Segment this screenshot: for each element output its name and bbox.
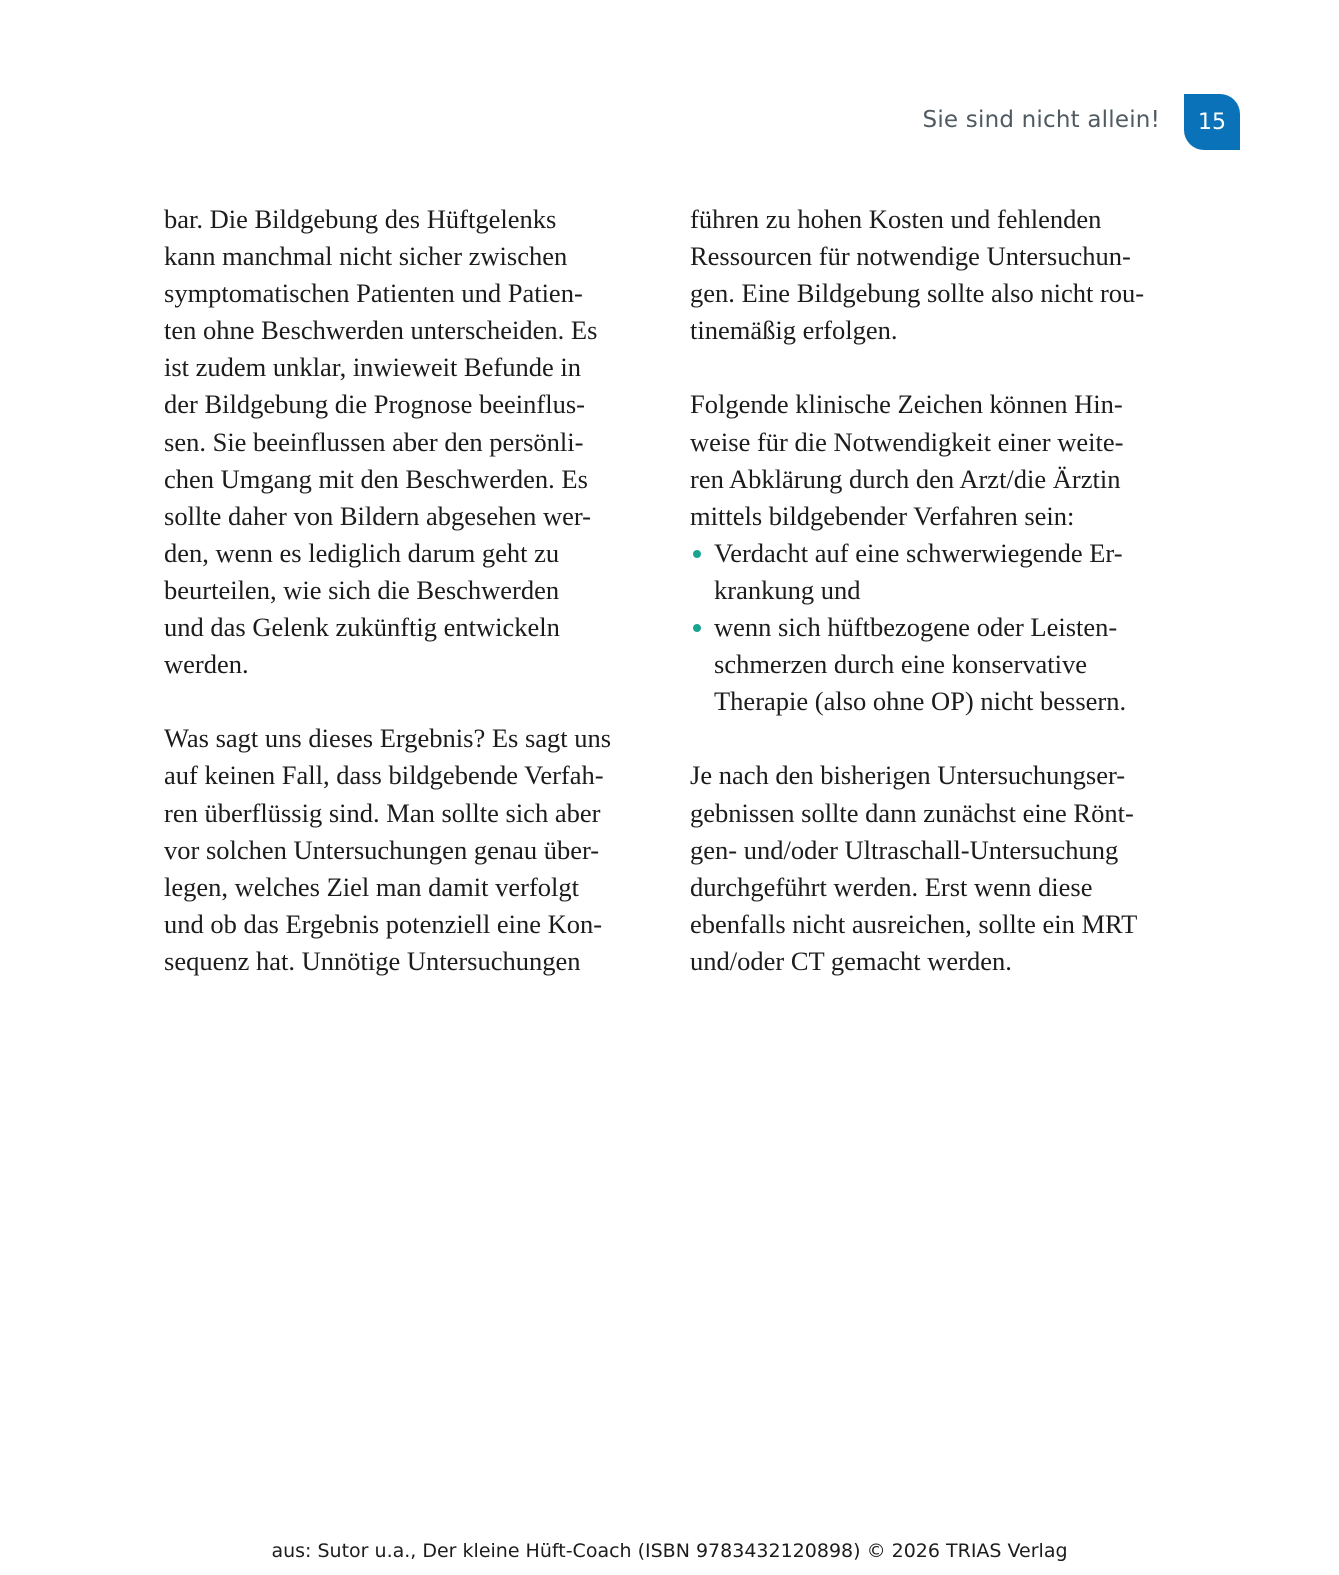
text-line: Verdacht auf eine schwerwiegende Er- <box>714 537 1123 568</box>
footer-source-line: aus: Sutor u.a., Der kleine Hüft-Coach (ISBN 9783432120898) © 2026 TRIAS Verlag <box>271 1540 1068 1562</box>
clinical-signs-list <box>690 535 1170 720</box>
paragraph-imaging-prognosis <box>164 201 644 683</box>
paragraph-clinical-signs <box>690 386 1170 534</box>
bullet-dot-icon <box>693 624 701 632</box>
text-line: der Bildgebung die Prognose beeinflus- <box>164 389 585 420</box>
clinical-signs-block <box>690 386 1170 720</box>
left-column <box>164 201 644 1017</box>
text-line: legen, welches Ziel man damit verfolgt <box>164 871 580 902</box>
right-column <box>690 201 1170 1017</box>
text-line: ren Abklärung durch den Arzt/die Ärztin <box>690 463 1121 494</box>
text-line: werden. <box>164 649 249 680</box>
text-line: mittels bildgebender Verfahren sein: <box>690 500 1075 531</box>
text-line: ebenfalls nicht ausreichen, sollte ein MRT <box>690 908 1138 939</box>
running-head: Sie sind nicht allein! <box>922 107 1160 133</box>
text-line: führen zu hohen Kosten und fehlenden <box>690 204 1102 234</box>
text-line: Folgende klinische Zeichen können Hin- <box>690 389 1123 420</box>
text-line: gen- und/oder Ultraschall-Untersuchung <box>690 834 1119 865</box>
bullet-dot-icon <box>693 550 701 558</box>
text-line: und das Gelenk zukünftig entwickeln <box>164 612 560 643</box>
text-line: weise für die Notwendigkeit einer weite- <box>690 426 1124 457</box>
text-line: symptomatischen Patienten und Patien- <box>164 278 583 309</box>
text-line: und/oder CT gemacht werden. <box>690 945 1012 976</box>
text-line: krankung und <box>714 574 861 605</box>
text-line: vor solchen Untersuchungen genau über- <box>164 834 600 865</box>
paragraph-next-steps <box>690 757 1170 980</box>
text-line: Je nach den bisherigen Untersuchungser- <box>690 760 1126 791</box>
text-line: sen. Sie beeinflussen aber den persönli- <box>164 426 584 457</box>
list-item <box>690 609 1170 720</box>
list-item <box>690 535 1170 609</box>
text-line: durchgeführt werden. Erst wenn diese <box>690 871 1093 902</box>
text-line: schmerzen durch eine konservative <box>714 649 1088 680</box>
text-line: und ob das Ergebnis potenziell eine Kon- <box>164 908 603 939</box>
text-line: bar. Die Bildgebung des Hüftgelenks <box>164 204 557 234</box>
text-line: Ressourcen für notwendige Untersuchun- <box>690 241 1131 272</box>
text-line: kann manchmal nicht sicher zwischen <box>164 241 568 272</box>
page-number-badge: 15 <box>1184 94 1240 150</box>
text-line: auf keinen Fall, dass bildgebende Verfah- <box>164 760 604 791</box>
text-line: Therapie (also ohne OP) nicht bessern. <box>714 686 1127 717</box>
text-line: sollte daher von Bildern abgesehen wer- <box>164 500 592 531</box>
paragraph-costs <box>690 201 1170 349</box>
text-line: gebnissen sollte dann zunächst eine Rönt- <box>690 797 1134 828</box>
text-line: beurteilen, wie sich die Beschwerden <box>164 574 560 605</box>
text-line: sequenz hat. Unnötige Untersuchungen <box>164 945 581 976</box>
text-line: ten ohne Beschwerden unterscheiden. Es <box>164 315 598 346</box>
paragraph-what-result-means <box>164 720 644 980</box>
text-line: ist zudem unklar, inwieweit Befunde in <box>164 352 581 383</box>
text-line: gen. Eine Bildgebung sollte also nicht rou- <box>690 278 1145 309</box>
text-line: tinemäßig erfolgen. <box>690 315 898 346</box>
text-line: den, wenn es lediglich darum geht zu <box>164 537 560 568</box>
text-line: chen Umgang mit den Beschwerden. Es <box>164 463 588 494</box>
text-line: Was sagt uns dieses Ergebnis? Es sagt uns <box>164 723 612 754</box>
text-line: ren überflüssig sind. Man sollte sich aber <box>164 797 601 828</box>
text-line: wenn sich hüftbezogene oder Leisten- <box>714 612 1118 643</box>
